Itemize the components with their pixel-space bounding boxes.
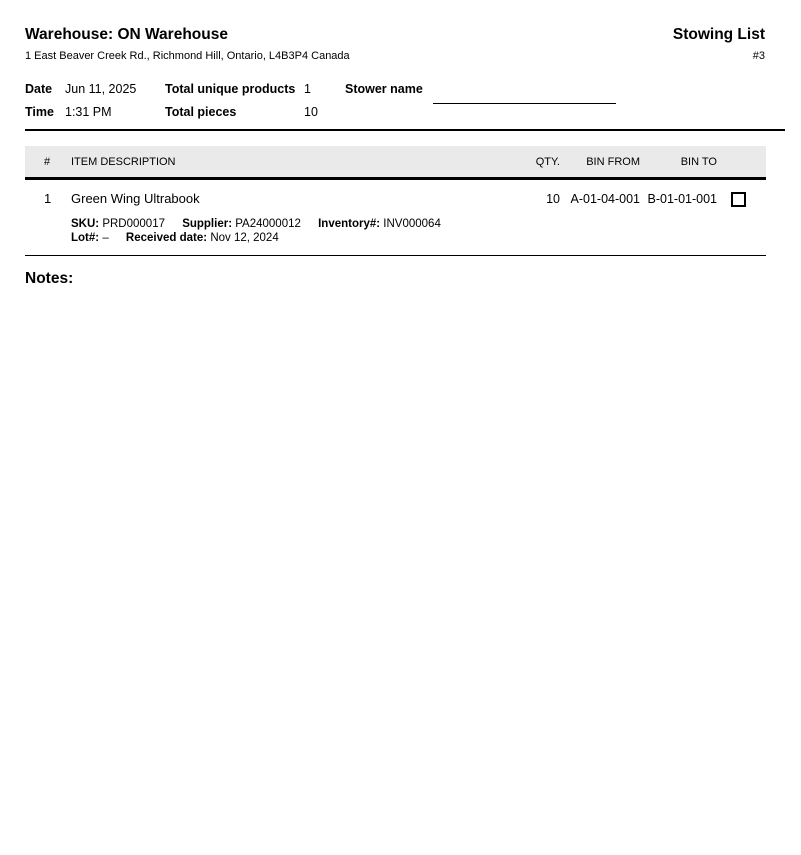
- document-title: Stowing List: [672, 26, 765, 43]
- item-qty: 10: [546, 192, 560, 206]
- notes-label: Notes:: [25, 270, 74, 287]
- stower-name-signature-line: [433, 103, 616, 104]
- sku-label: SKU:: [71, 218, 100, 230]
- col-header-num: #: [44, 155, 51, 168]
- lot-label: Lot#:: [71, 232, 100, 244]
- date-label: Date: [25, 82, 53, 96]
- total-unique-products-value: 1: [304, 82, 311, 96]
- item-description: Green Wing Ultrabook: [71, 191, 200, 206]
- time-value: 1:31 PM: [65, 105, 112, 119]
- stowed-checkbox[interactable]: [731, 192, 746, 207]
- table-header-row: [25, 146, 766, 180]
- supplier-label: Supplier:: [182, 218, 233, 230]
- date-value: Jun 11, 2025: [65, 82, 137, 96]
- col-header-bin-to: BIN TO: [680, 155, 717, 168]
- warehouse-title: Warehouse: ON Warehouse: [25, 26, 228, 43]
- inventory-value: INV000064: [383, 218, 441, 230]
- received-date-label: Received date:: [125, 232, 208, 244]
- warehouse-address: 1 East Beaver Creek Rd., Richmond Hill, Ontario, L4B3P4 Canada: [25, 50, 350, 62]
- sku-value: PRD000017: [102, 218, 165, 230]
- document-number: #3: [752, 50, 765, 62]
- item-bin-from: A-01-04-001: [570, 192, 640, 206]
- item-details: [71, 217, 766, 245]
- items-table: [25, 146, 766, 256]
- table-row: [25, 180, 766, 256]
- col-header-qty: QTY.: [535, 155, 560, 168]
- header-divider-rule: [25, 129, 785, 131]
- received-date-value: Nov 12, 2024: [210, 232, 279, 244]
- total-pieces-label: Total pieces: [165, 105, 237, 119]
- total-pieces-value: 10: [304, 105, 318, 119]
- total-unique-products-label: Total unique products: [165, 82, 296, 96]
- item-details-line-2: [71, 231, 766, 245]
- item-details-line-1: [71, 217, 766, 231]
- col-header-bin-from: BIN FROM: [586, 155, 640, 168]
- supplier-value: PA24000012: [235, 218, 301, 230]
- checkbox-cell: [717, 192, 766, 207]
- stower-name-label: Stower name: [345, 82, 423, 96]
- time-label: Time: [25, 105, 54, 119]
- col-header-item-description: ITEM DESCRIPTION: [71, 155, 176, 168]
- item-bin-to: B-01-01-001: [647, 192, 717, 206]
- row-number: 1: [44, 191, 52, 206]
- lot-value: –: [102, 232, 109, 244]
- inventory-label: Inventory#:: [318, 218, 381, 230]
